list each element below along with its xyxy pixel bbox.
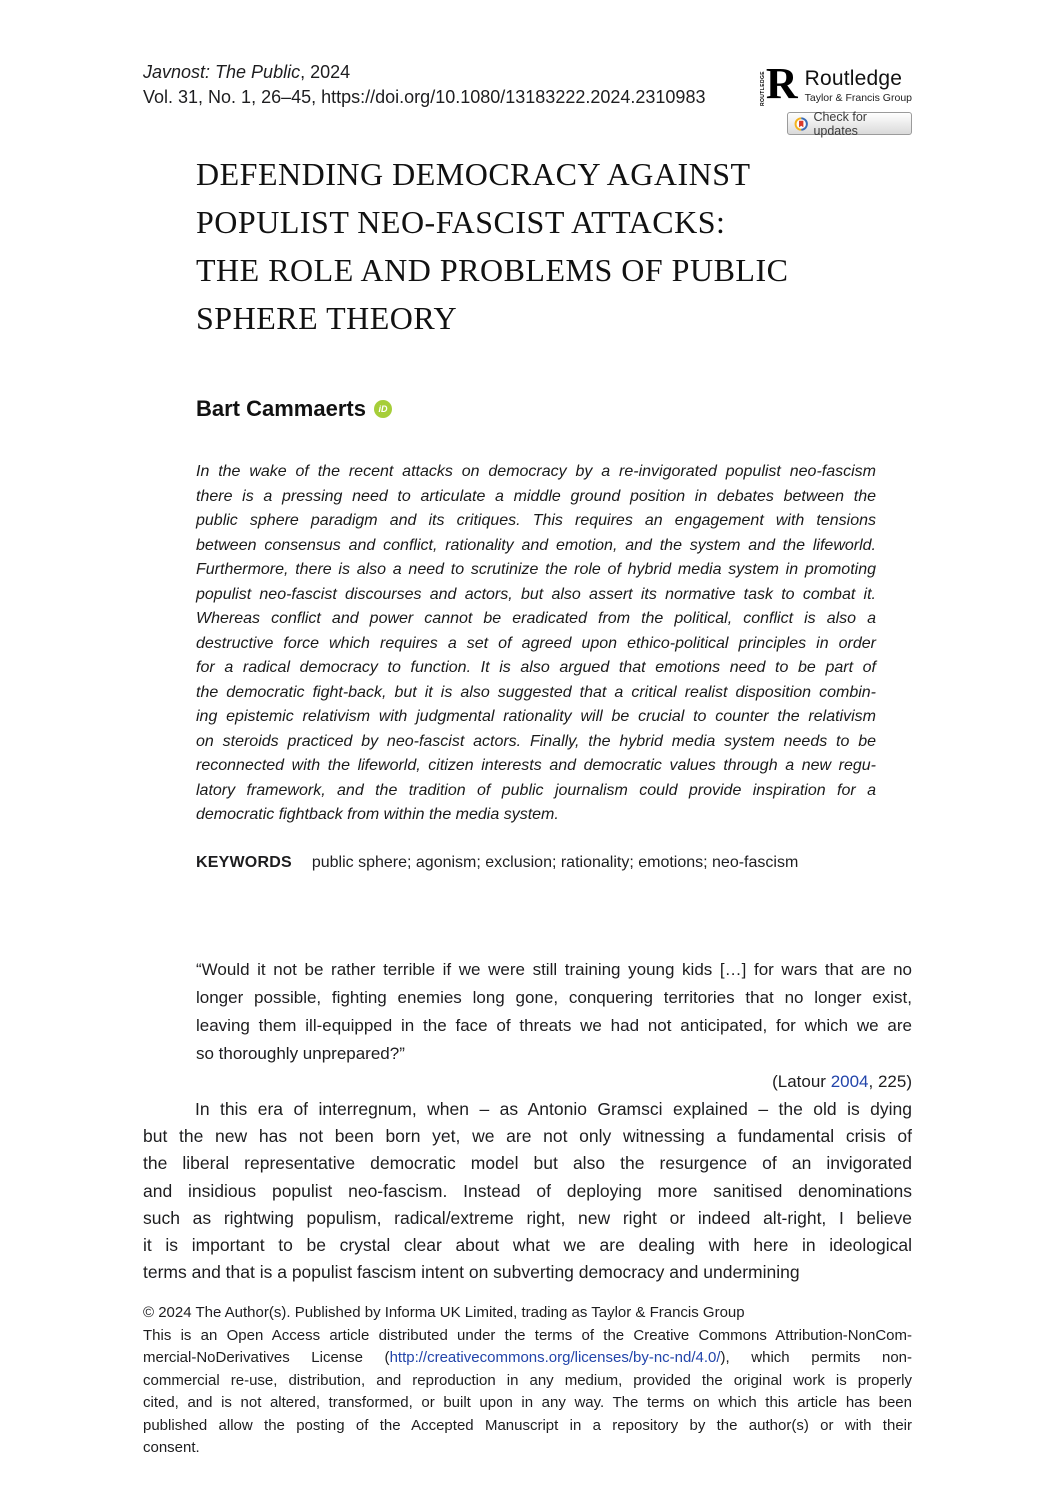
- keywords-text: public sphere; agonism; exclusion; rationality; emotions; neo-fascism: [311, 854, 799, 871]
- text-line: the liberal representative democratic model but also the resurgence of an invigorated: [143, 1153, 912, 1174]
- text-line: Furthermore, there is also a need to scrutinize the role of hybrid media system in promoting: [196, 561, 876, 578]
- text-line: and insidious populist neo-fascism. Instead of deploying more sanitised denominations: [143, 1180, 912, 1201]
- publisher-name: Routledge: [804, 66, 903, 90]
- orcid-icon[interactable]: iD: [374, 400, 392, 418]
- keywords-row: [196, 854, 896, 872]
- quote-attribution: [196, 1068, 912, 1096]
- journal-name: Javnost: The Public: [143, 62, 301, 82]
- text-line: SPHERE THEORY: [196, 300, 458, 336]
- text-line: DEFENDING DEMOCRACY AGAINST: [196, 156, 751, 192]
- journal-header: [143, 60, 705, 110]
- text-line: THE ROLE AND PROBLEMS OF PUBLIC: [196, 252, 789, 288]
- text-line: “Would it not be rather terrible if we were still training young kids […] for wars that are no: [196, 960, 912, 979]
- text-line: latory framework, and the tradition of public journalism could provide inspiration for a: [196, 781, 876, 799]
- license-text: [143, 1325, 912, 1460]
- text-line: ing epistemic relativism with judgmental rationality will be crucial to counter the relativism: [196, 708, 876, 725]
- text-line: there is a pressing need to articulate a middle ground position in debates between the: [196, 487, 876, 505]
- license-link[interactable]: http://creativecommons.org/licenses/by-nc-nd/4.0/: [389, 1349, 721, 1366]
- text-line: populist neo-fascist discourses and actors, but also assert its normative task to combat it.: [196, 585, 876, 603]
- page-footer: [143, 1302, 912, 1460]
- text-line: consent.: [143, 1439, 200, 1456]
- text-line: between consensus and conflict, rationality and emotion, and the system and the lifeworld.: [196, 536, 876, 554]
- text-line: This is an Open Access article distributed under the terms of the Creative Commons Attribution-NonCom-: [143, 1326, 912, 1344]
- epigraph-quote: [196, 956, 912, 1096]
- attribution-post: , 225): [868, 1072, 912, 1091]
- routledge-logo: [759, 59, 912, 108]
- author-name: Bart Cammaerts: [196, 396, 366, 421]
- routledge-vertical-text: ROUTLEDGE: [759, 71, 766, 106]
- text-line: democratic fightback from within the media system.: [196, 806, 559, 823]
- publisher-group: Taylor & Francis Group: [804, 91, 912, 104]
- text-line: terms and that is a populist fascism intent on subverting democracy and undermining: [143, 1262, 800, 1283]
- text-line: for a radical democracy to function. It is also argued that emotions need to be part of: [196, 659, 876, 676]
- quote-lines: [196, 956, 912, 1068]
- check-for-updates-button[interactable]: [787, 109, 912, 138]
- attribution-pre: (Latour: [772, 1072, 831, 1091]
- text-line: public sphere paradigm and its critiques. This requires an engagement with tensions: [196, 512, 876, 529]
- journal-year: , 2024: [300, 62, 351, 82]
- text-line: reconnected with the lifeworld, citizen interests and democratic values through a new regu-: [196, 757, 876, 774]
- text-line: so thoroughly unprepared?”: [196, 1044, 405, 1063]
- abstract: [196, 460, 876, 828]
- keywords-label: KEYWORDS: [196, 854, 292, 871]
- journal-title-line: [143, 60, 705, 85]
- routledge-logo-text: [805, 67, 912, 104]
- latour-2004-citation-link[interactable]: 2004: [830, 1072, 869, 1091]
- routledge-r-icon: R: [765, 59, 798, 108]
- body-paragraph: [143, 1096, 912, 1286]
- text-line: longer possible, fighting enemies long gone, conquering territories that no longer exist,: [196, 988, 912, 1007]
- text-line: destructive force which requires a set of agreed upon ethico-political principles in order: [196, 634, 876, 652]
- routledge-logo-mark: [759, 59, 798, 108]
- text-line: In this era of interregnum, when – as Antonio Gramsci explained – the old is dying: [195, 1099, 912, 1119]
- text-line: In the wake of the recent attacks on democracy by a re-invigorated populist neo-fascism: [196, 463, 876, 480]
- text-line: commercial re-use, distribution, and reproduction in any medium, provided the original work is properly: [143, 1371, 912, 1389]
- text-line: it is important to be crystal clear about what we are dealing with here in ideological: [143, 1235, 912, 1256]
- author-row: [196, 396, 392, 422]
- copyright-line: © 2024 The Author(s). Published by Informa UK Limited, trading as Taylor & Francis Group: [143, 1304, 745, 1321]
- text-line: the democratic fight-back, but it is also suggested that a critical realist disposition combin-: [196, 683, 876, 701]
- article-title: [196, 150, 912, 342]
- text-line: cited, and is not altered, transformed, or built upon in any way. The terms on which this article has been: [143, 1394, 912, 1411]
- text-line: leaving them ill-equipped in the face of threats we had not anticipated, for which we are: [196, 1016, 912, 1035]
- text-line: published allow the posting of the Accepted Manuscript in a repository by the author(s) or with their: [143, 1416, 912, 1434]
- text-line: on steroids practiced by neo-fascist actors. Finally, the hybrid media system needs to be: [196, 732, 876, 750]
- text-line: Whereas conflict and power cannot be eradicated from the political, conflict is also a: [196, 610, 876, 627]
- text-line: such as rightwing populism, radical/extreme right, new right or indeed alt-right, I believe: [143, 1207, 912, 1228]
- check-updates-label: Check for updates: [813, 109, 867, 138]
- journal-volume-doi: Vol. 31, No. 1, 26–45, https://doi.org/10.1080/13183222.2024.2310983: [143, 87, 706, 107]
- text-line: POPULIST NEO-FASCIST ATTACKS:: [196, 204, 726, 240]
- text-line: mercial-NoDerivatives License (http://creativecommons.org/licenses/by-nc-nd/4.0/), which permits non-: [143, 1349, 912, 1366]
- text-line: but the new has not been born yet, we are not only witnessing a fundamental crisis of: [143, 1126, 912, 1147]
- crossmark-icon: [794, 116, 808, 132]
